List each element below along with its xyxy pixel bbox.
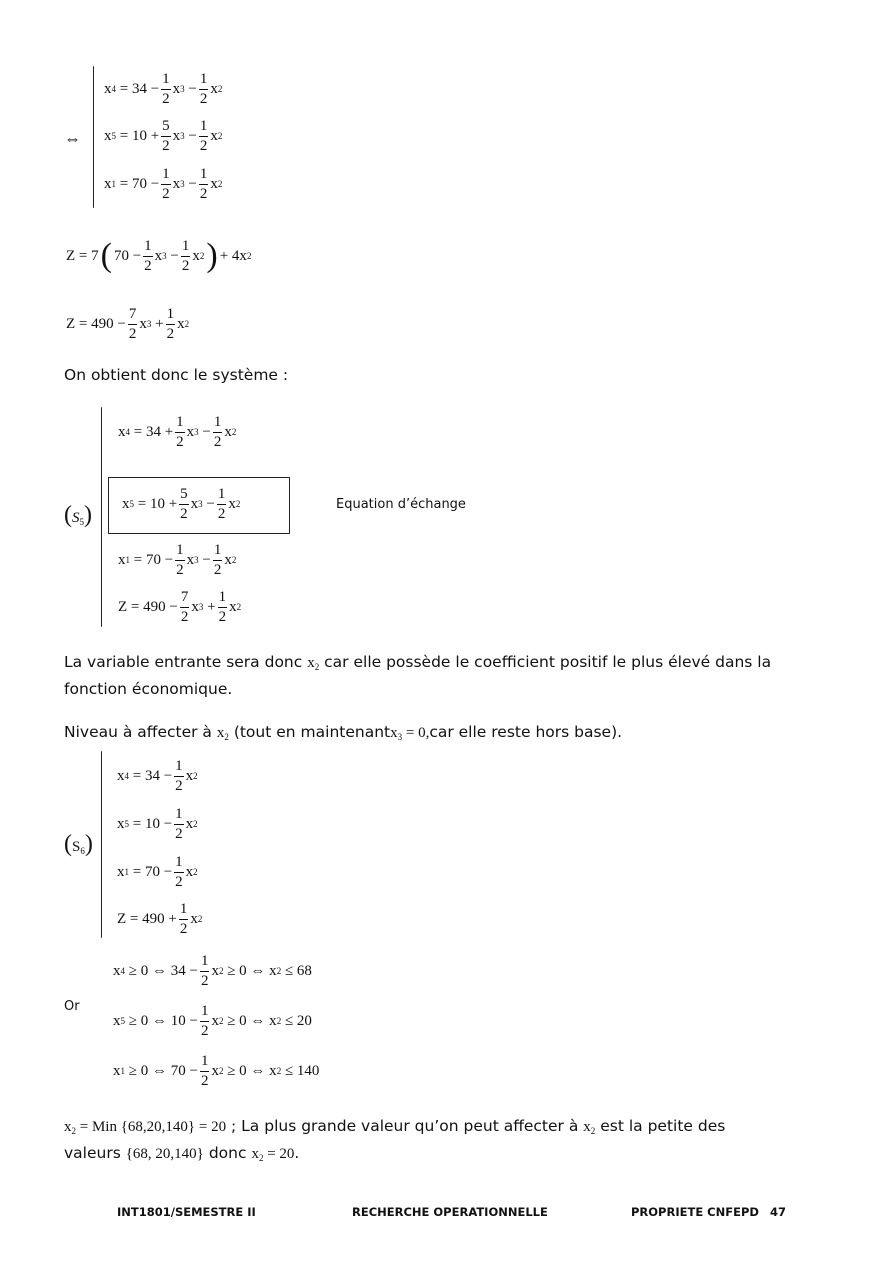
fraction: $\frac{1}{2}$	[175, 757, 183, 794]
system-s6-row-2: x 5 = 10 − $\frac{1}{2}$ x 2	[117, 805, 198, 842]
footer-owner: PROPRIETE CNFEPD	[631, 1205, 759, 1219]
fraction: $\frac{1}{2}$	[199, 70, 208, 107]
system-s5-row-3: x 1 = 70 − $\frac{1}{2}$ x 3 − $\frac{1}{2}$ x 2	[118, 541, 237, 578]
system-label-s6: $(S_6)$	[64, 831, 93, 857]
inequality-row-2: x 5 ≥ 0 ⇔ 10 − $\frac{1}{2}$ x 2 ≥ 0 ⇔ x 2 ≤ 20	[113, 1002, 312, 1039]
fraction: $\frac{1}{2}$	[217, 485, 226, 522]
paragraph-entering-variable: La variable entrante sera donc $x_2$ car elle possède le coefficient positif le plus élevé dans la fonction économique.	[64, 653, 772, 699]
system-s4-row-2: x 5 = 10 + $\frac{5}{2}$ x 3 − $\frac{1}{2}$ x 2	[104, 117, 223, 154]
inequality-row-3: x 1 ≥ 0 ⇔ 70 − $\frac{1}{2}$ x 2 ≥ 0 ⇔ x 2 ≤ 140	[113, 1052, 320, 1089]
equation-lhs: x	[104, 80, 112, 97]
fraction: $\frac{5}{2}$	[180, 485, 188, 522]
fraction: $\frac{1}{2}$	[176, 541, 184, 578]
system-s6-row-1: x 4 = 34 − $\frac{1}{2}$ x 2	[117, 757, 198, 794]
z-equation-simplified: Z = 490 − $\frac{7}{2}$ x 3 + $\frac{1}{2}$ x 2	[66, 305, 190, 342]
fraction: $\frac{1}{2}$	[213, 541, 222, 578]
system-s6	[117, 752, 202, 942]
left-paren: (	[100, 237, 112, 274]
equation-lhs: x	[117, 863, 125, 880]
paragraph-level: Niveau à affecter à $x_2$ (tout en maintenantx$_3$ = 0,car elle reste hors base).	[64, 723, 623, 742]
fraction: $\frac{1}{2}$	[200, 1052, 209, 1089]
system-s6-row-4: Z = 490 + $\frac{1}{2}$ x 2	[117, 900, 203, 937]
fraction: $\frac{1}{2}$	[179, 900, 188, 937]
system-s6-row-3: x 1 = 70 − $\frac{1}{2}$ x 2	[117, 853, 198, 890]
fraction: $\frac{1}{2}$	[162, 70, 170, 107]
footer-course-code: INT1801/SEMESTRE II	[117, 1205, 256, 1219]
exchange-equation-annotation: Equation d’échange	[336, 497, 466, 512]
system-s4-row-1: x 4 = 34 − $\frac{1}{2}$ x 3 − $\frac{1}{2}$ x 2	[104, 70, 223, 107]
system-s4-row-3: x 1 = 70 − $\frac{1}{2}$ x 3 − $\frac{1}{2}$ x 2	[104, 165, 223, 202]
footer-course-title: RECHERCHE OPERATIONNELLE	[352, 1205, 548, 1219]
fraction: $\frac{1}{2}$	[166, 305, 175, 342]
paragraph-system-intro: On obtient donc le système :	[64, 366, 289, 384]
fraction: $\frac{1}{2}$	[175, 853, 183, 890]
system-s5-row-2: x 5 = 10 + $\frac{5}{2}$ x 3 − $\frac{1}{2}$ x 2	[122, 485, 241, 522]
system-s5-row-1: x 4 = 34 + $\frac{1}{2}$ x 3 − $\frac{1}{2}$ x 2	[118, 413, 237, 450]
system-brace	[101, 751, 102, 938]
fraction: $\frac{5}{2}$	[162, 117, 170, 154]
system-brace	[93, 66, 94, 208]
paragraph-min-ratio: $x_2$ = Min {68,20,140} = 20 ; La plus grande valeur qu’on peut affecter à $x_2$ est la petite des valeurs {68, 20,140} donc $x_2 = 20$.	[64, 1117, 726, 1164]
equation-lhs: x	[118, 423, 126, 440]
fraction: $\frac{7}{2}$	[180, 588, 189, 625]
z-equation-expanded: Z = 7 ( 70 − $\frac{1}{2}$ x 3 − $\frac{1}{2}$ x 2 ) + 4x 2	[66, 237, 252, 274]
fraction: $\frac{1}{2}$	[213, 413, 222, 450]
inequalities-block	[113, 946, 319, 1096]
footer-page-number: 47	[770, 1205, 787, 1219]
right-paren: )	[206, 237, 218, 274]
fraction: $\frac{1}{2}$	[218, 588, 227, 625]
system-s4	[104, 66, 222, 208]
system-s5-row-4: Z = 490 − $\frac{7}{2}$ x 3 + $\frac{1}{2}$ x 2	[118, 588, 242, 625]
fraction: $\frac{1}{2}$	[199, 165, 208, 202]
system-label-s5: $(S_5)$	[64, 502, 92, 528]
fraction: $\frac{1}{2}$	[175, 805, 183, 842]
equation-lhs: x	[122, 495, 130, 512]
equation-lhs: x	[118, 551, 126, 568]
fraction: $\frac{1}{2}$	[144, 237, 152, 274]
equivalence-arrow: ⇔	[64, 129, 81, 148]
fraction: $\frac{1}{2}$	[200, 1002, 209, 1039]
fraction: $\frac{1}{2}$	[176, 413, 184, 450]
fraction: $\frac{1}{2}$	[181, 237, 190, 274]
system-s5	[118, 408, 241, 630]
fraction: $\frac{7}{2}$	[128, 305, 137, 342]
fraction: $\frac{1}{2}$	[199, 117, 208, 154]
system-brace	[101, 407, 102, 627]
equation-lhs: x	[117, 767, 125, 784]
equation-lhs: x	[104, 127, 112, 144]
equation-lhs: Z	[117, 910, 127, 927]
inequality-row-1: x 4 ≥ 0 ⇔ 34 − $\frac{1}{2}$ x 2 ≥ 0 ⇔ x 2 ≤ 68	[113, 952, 312, 989]
equation-lhs: x	[104, 175, 112, 192]
equation-lhs: x	[117, 815, 125, 832]
fraction: $\frac{1}{2}$	[200, 952, 209, 989]
or-label: Or	[64, 999, 80, 1014]
fraction: $\frac{1}{2}$	[162, 165, 170, 202]
equation-lhs: Z	[118, 598, 128, 615]
